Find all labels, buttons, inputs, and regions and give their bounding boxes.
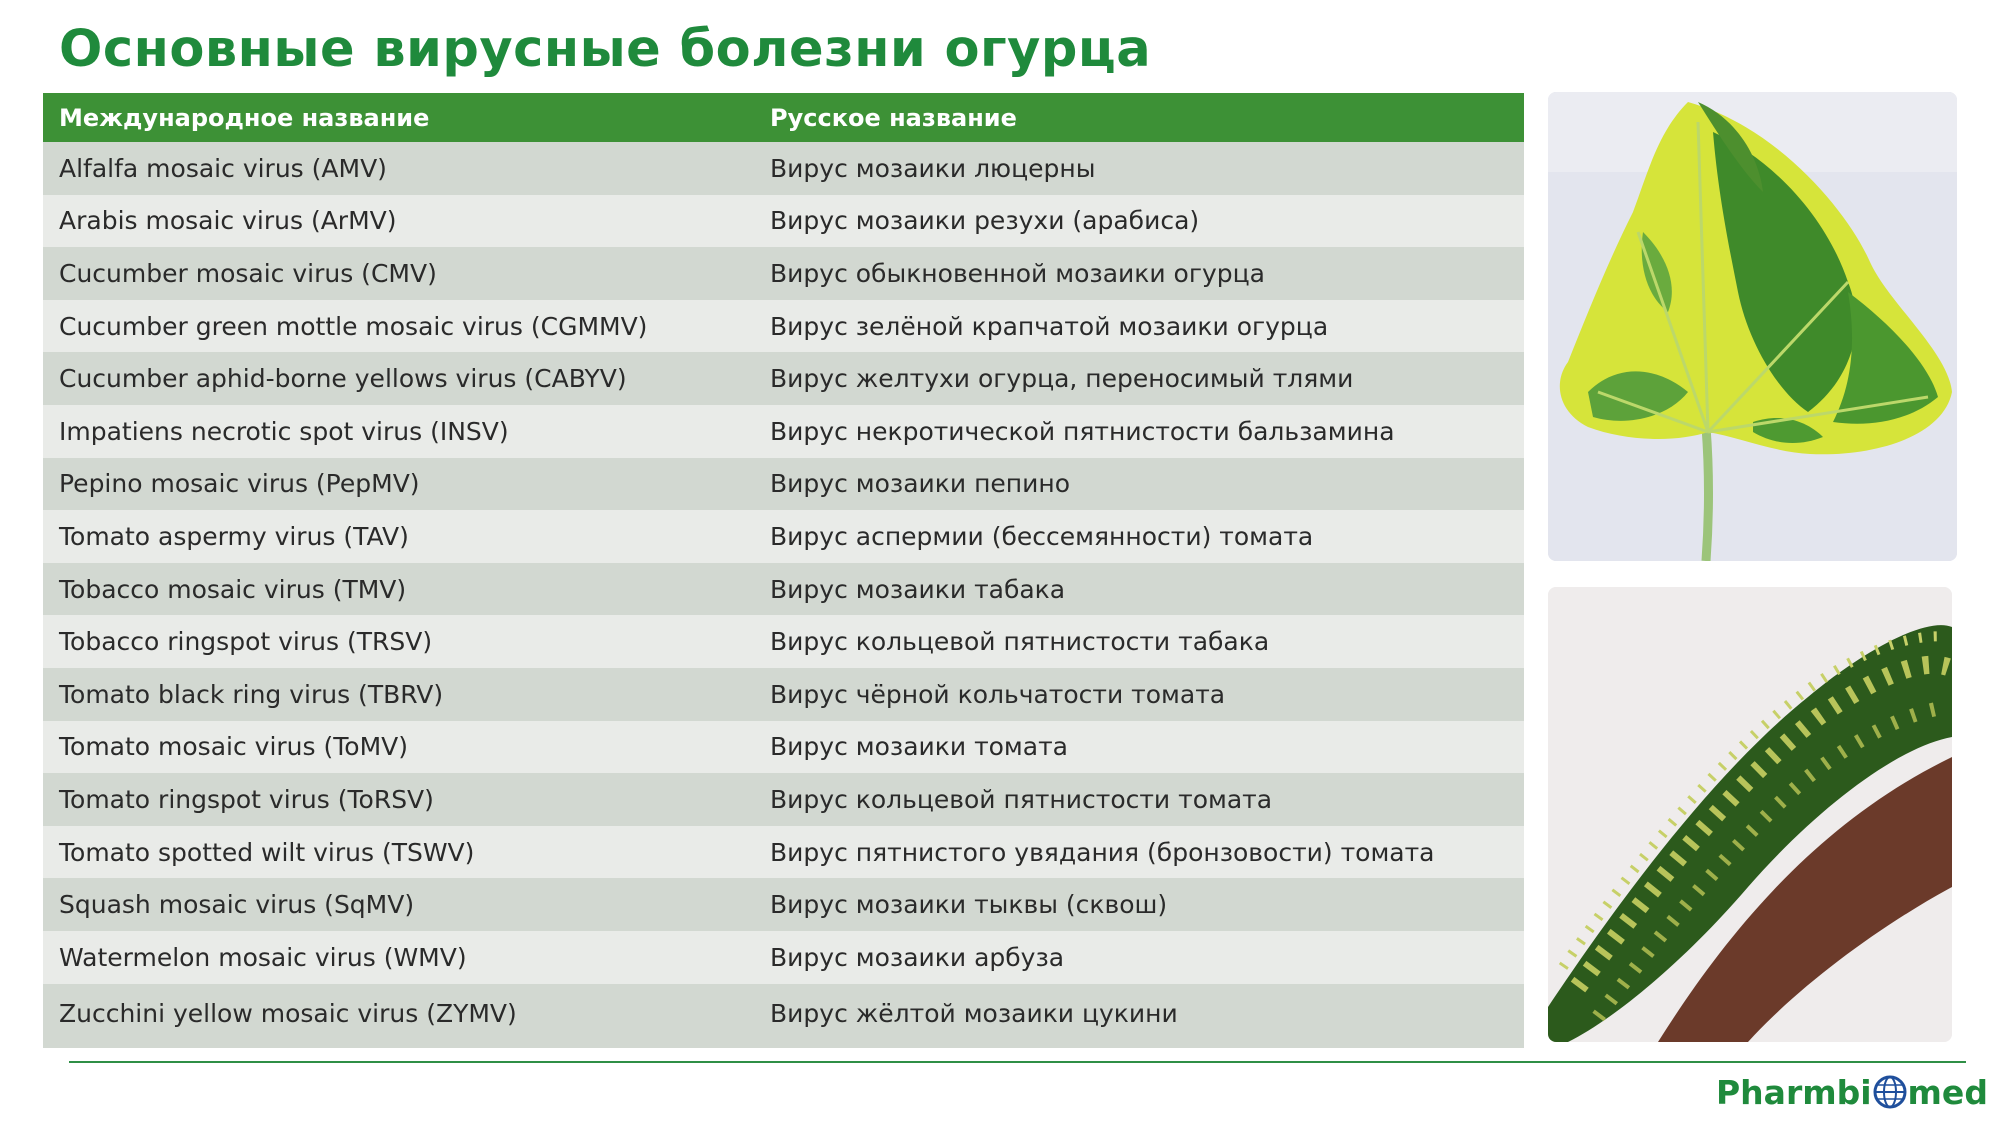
table-row (43, 615, 1524, 668)
table-row (43, 247, 1524, 300)
international-name-cell: Impatiens necrotic spot virus (INSV) (43, 405, 754, 458)
international-name-cell: Cucumber mosaic virus (CMV) (43, 247, 754, 300)
table-row (43, 352, 1524, 405)
international-name-cell: Tomato ringspot virus (ToRSV) (43, 773, 754, 826)
russian-name-cell: Вирус мозаики тыквы (сквош) (754, 878, 1524, 931)
international-name-cell: Watermelon mosaic virus (WMV) (43, 931, 754, 984)
table-row (43, 195, 1524, 248)
logo-text-start: Pharmbi (1716, 1072, 1872, 1112)
table-row (43, 931, 1524, 984)
russian-name-cell: Вирус мозаики табака (754, 563, 1524, 616)
globe-icon (1873, 1075, 1907, 1109)
table-header-row (43, 93, 1524, 142)
page-title: Основные вирусные болезни огурца (59, 20, 1152, 79)
russian-name-cell: Вирус зелёной крапчатой мозаики огурца (754, 300, 1524, 353)
table-body (43, 142, 1524, 1048)
international-name-cell: Tomato spotted wilt virus (TSWV) (43, 826, 754, 879)
international-name-cell: Pepino mosaic virus (PepMV) (43, 458, 754, 511)
leaf-image (1548, 92, 1957, 561)
column-header-international: Международное название (43, 93, 754, 142)
russian-name-cell: Вирус жёлтой мозаики цукини (754, 984, 1524, 1048)
russian-name-cell: Вирус пятнистого увядания (бронзовости) томата (754, 826, 1524, 879)
table-row (43, 668, 1524, 721)
international-name-cell: Cucumber green mottle mosaic virus (CGMMV) (43, 300, 754, 353)
table-row (43, 721, 1524, 774)
russian-name-cell: Вирус кольцевой пятнистости томата (754, 773, 1524, 826)
russian-name-cell: Вирус мозаики пепино (754, 458, 1524, 511)
table-row (43, 458, 1524, 511)
footer-divider (69, 1061, 1966, 1063)
table-row (43, 405, 1524, 458)
russian-name-cell: Вирус некротической пятнистости бальзамина (754, 405, 1524, 458)
international-name-cell: Arabis mosaic virus (ArMV) (43, 195, 754, 248)
column-header-russian: Русское название (754, 93, 1524, 142)
table-row (43, 878, 1524, 931)
company-logo (1716, 1072, 1988, 1112)
cucumber-photo (1548, 587, 1952, 1042)
international-name-cell: Tomato mosaic virus (ToMV) (43, 721, 754, 774)
leaf-photo (1548, 92, 1957, 561)
international-name-cell: Zucchini yellow mosaic virus (ZYMV) (43, 984, 754, 1048)
international-name-cell: Alfalfa mosaic virus (AMV) (43, 142, 754, 195)
virus-table (43, 93, 1524, 1048)
russian-name-cell: Вирус желтухи огурца, переносимый тлями (754, 352, 1524, 405)
table-row (43, 142, 1524, 195)
international-name-cell: Cucumber aphid-borne yellows virus (CABYV) (43, 352, 754, 405)
international-name-cell: Tomato black ring virus (TBRV) (43, 668, 754, 721)
russian-name-cell: Вирус чёрной кольчатости томата (754, 668, 1524, 721)
table-row (43, 510, 1524, 563)
international-name-cell: Tobacco mosaic virus (TMV) (43, 563, 754, 616)
russian-name-cell: Вирус кольцевой пятнистости табака (754, 615, 1524, 668)
international-name-cell: Tobacco ringspot virus (TRSV) (43, 615, 754, 668)
international-name-cell: Squash mosaic virus (SqMV) (43, 878, 754, 931)
logo-text-end: med (1907, 1072, 1988, 1112)
table-row (43, 773, 1524, 826)
russian-name-cell: Вирус мозаики томата (754, 721, 1524, 774)
russian-name-cell: Вирус мозаики арбуза (754, 931, 1524, 984)
russian-name-cell: Вирус мозаики резухи (арабиса) (754, 195, 1524, 248)
russian-name-cell: Вирус обыкновенной мозаики огурца (754, 247, 1524, 300)
russian-name-cell: Вирус мозаики люцерны (754, 142, 1524, 195)
table-row (43, 563, 1524, 616)
russian-name-cell: Вирус аспермии (бессемянности) томата (754, 510, 1524, 563)
cucumber-image (1548, 587, 1952, 1042)
table-row (43, 300, 1524, 353)
international-name-cell: Tomato aspermy virus (TAV) (43, 510, 754, 563)
table-row (43, 984, 1524, 1048)
table-row (43, 826, 1524, 879)
